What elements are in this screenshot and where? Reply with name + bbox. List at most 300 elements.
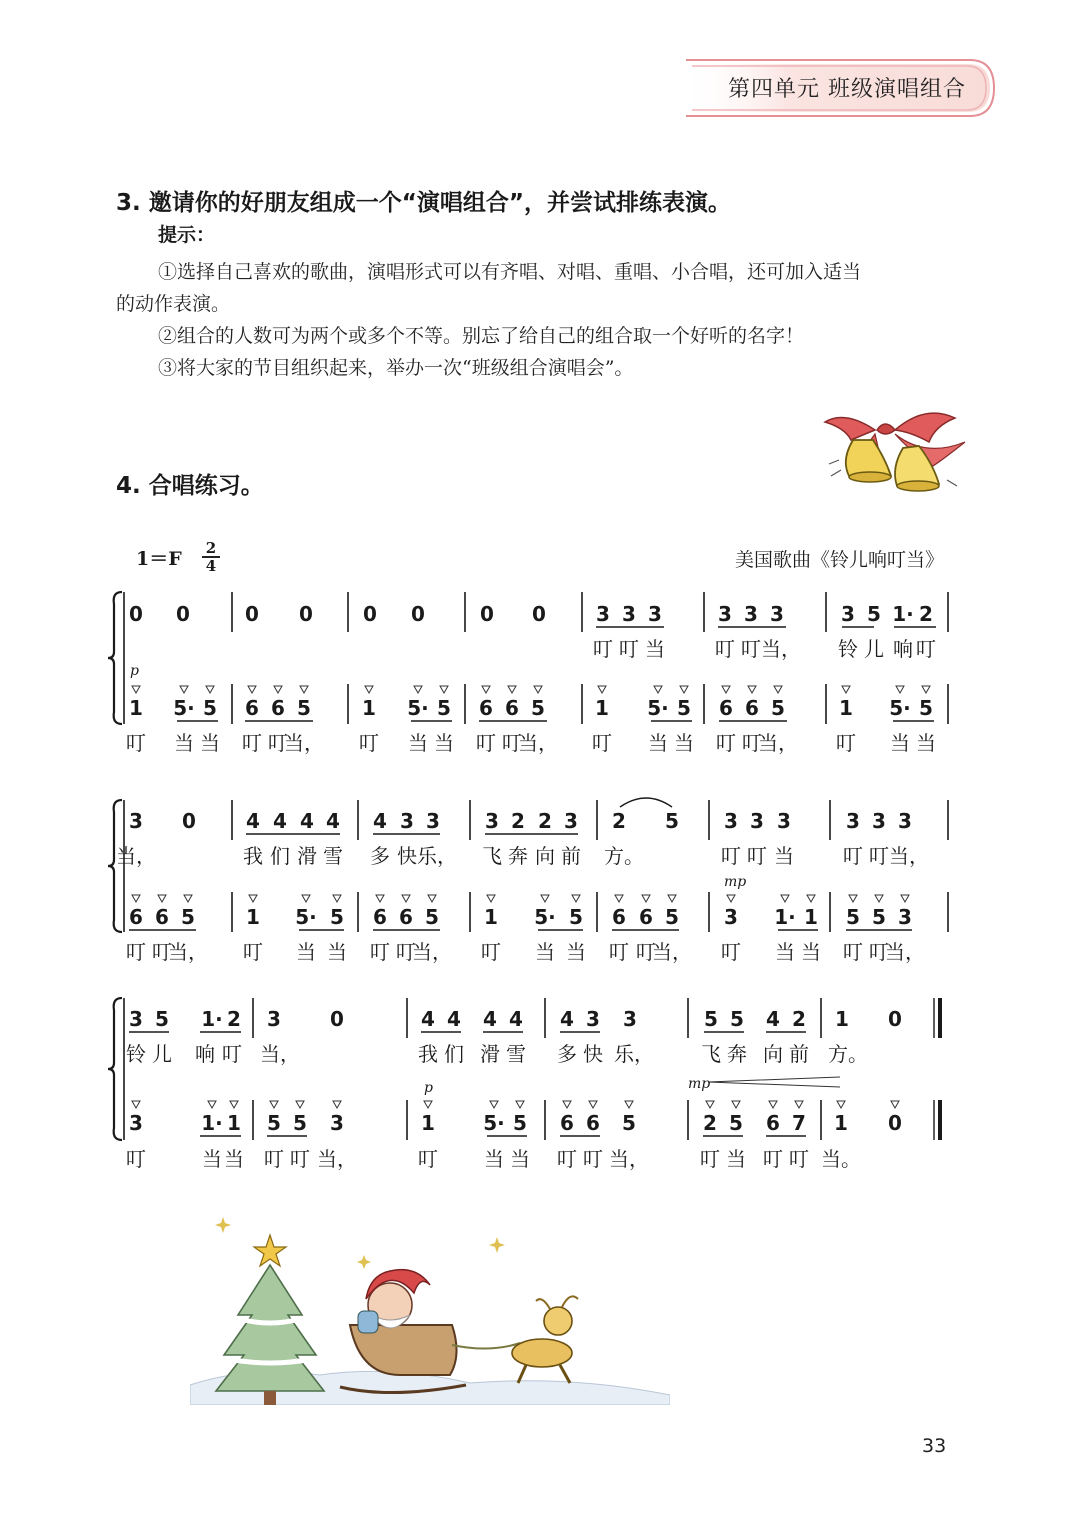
top-voice-note: 0	[129, 602, 143, 626]
top-voice-note: 0	[176, 602, 190, 626]
bottom-voice-lyric: 当	[510, 1147, 530, 1171]
top-voice-lyric: 响	[893, 637, 913, 661]
bottom-voice-note: 6	[399, 905, 413, 929]
bottom-voice-note: 5	[569, 905, 583, 929]
top-voice-note: 3	[267, 1007, 281, 1031]
top-voice-lyric: 叮	[721, 844, 741, 868]
top-voice-lyric: 铃	[838, 637, 858, 661]
top-voice-note: 0	[363, 602, 377, 626]
bottom-voice-note: 1·	[201, 1111, 223, 1135]
top-voice-note: 4	[373, 809, 387, 833]
bottom-voice-note: 1	[804, 905, 818, 929]
bottom-voice-note: 1	[484, 905, 498, 929]
top-voice-note: 3	[872, 809, 886, 833]
accent-mark	[208, 1101, 216, 1108]
accent-mark	[534, 686, 542, 693]
section-3-title: 3. 邀请你的好朋友组成一个“演唱组合”，并尝试排练表演。	[116, 190, 731, 216]
bottom-voice-note: 5	[531, 696, 545, 720]
top-voice-lyric: 多	[370, 844, 390, 868]
meter-top: 2	[205, 539, 217, 557]
top-voice-note: 2	[538, 809, 552, 833]
top-voice-note: 3	[841, 602, 855, 626]
page-number: 33	[922, 1435, 947, 1457]
accent-mark	[541, 895, 549, 902]
hint-1-line-1: ①选择自己喜欢的歌曲，演唱形式可以有齐唱、对唱、重唱、小合唱，还可加入适当	[158, 261, 862, 283]
top-voice-note: 3	[400, 809, 414, 833]
top-voice-note: 3	[623, 1007, 637, 1031]
top-voice-lyric: 雪	[506, 1042, 526, 1066]
bottom-voice-lyric: 叮	[418, 1147, 438, 1171]
accent-mark	[270, 1101, 278, 1108]
top-voice-lyric: 叮	[741, 637, 761, 661]
top-voice-note: 2	[511, 809, 525, 833]
top-voice-note: 3	[777, 809, 791, 833]
top-voice-lyric: 当，	[889, 844, 929, 868]
bottom-voice-lyric: 当	[408, 731, 428, 755]
bottom-voice-note: 5	[181, 905, 195, 929]
top-voice-lyric: 乐，	[614, 1042, 654, 1066]
bottom-voice-note: 1·	[774, 905, 796, 929]
bottom-voice-note: 5·	[889, 696, 911, 720]
accent-mark	[563, 1101, 571, 1108]
bottom-voice-note: 3	[724, 905, 738, 929]
bottom-voice-note: 1	[227, 1111, 241, 1135]
accent-mark	[180, 686, 188, 693]
top-voice-note: 4	[766, 1007, 780, 1031]
accent-mark	[376, 895, 384, 902]
top-voice-note: 0	[411, 602, 425, 626]
accent-mark	[206, 686, 214, 693]
bottom-voice-lyric: 叮	[359, 731, 379, 755]
accent-mark	[184, 895, 192, 902]
bottom-voice-lyric: 叮	[290, 1147, 310, 1171]
bottom-voice-lyric: 叮	[152, 940, 172, 964]
top-voice-note: 5	[704, 1007, 718, 1031]
top-voice-note: 3	[750, 809, 764, 833]
top-voice-note: 3	[744, 602, 758, 626]
accent-mark	[440, 686, 448, 693]
bottom-voice-lyric: 当，	[518, 731, 558, 755]
accent-mark	[230, 1101, 238, 1108]
accent-mark	[654, 686, 662, 693]
top-voice-note: 2	[792, 1007, 806, 1031]
bottom-voice-note: 6	[373, 905, 387, 929]
top-voice-note: 3	[596, 602, 610, 626]
top-voice-note: 2	[612, 809, 626, 833]
bottom-voice-lyric: 当	[484, 1147, 504, 1171]
top-voice-lyric: 当	[774, 844, 794, 868]
accent-mark	[774, 686, 782, 693]
accent-mark	[428, 895, 436, 902]
bottom-voice-note: 1	[246, 905, 260, 929]
top-voice-lyric: 滑	[297, 844, 317, 868]
dynamic-mark: p	[424, 1080, 433, 1096]
bottom-voice-note: 5	[872, 905, 886, 929]
bottom-voice-lyric: 叮	[264, 1147, 284, 1171]
top-voice-note: 4	[483, 1007, 497, 1031]
accent-mark	[849, 895, 857, 902]
bottom-voice-lyric: 当，	[609, 1147, 649, 1171]
bottom-voice-note: 5·	[407, 696, 429, 720]
bottom-voice-note: 5	[437, 696, 451, 720]
bottom-voice-lyric: 叮	[700, 1147, 720, 1171]
system-brace	[108, 998, 122, 1140]
top-voice-note: 0	[299, 602, 313, 626]
accent-mark	[922, 686, 930, 693]
top-voice-lyric: 们	[270, 844, 290, 868]
bottom-voice-lyric: 叮	[126, 731, 146, 755]
bottom-voice-note: 1	[834, 1111, 848, 1135]
bottom-voice-lyric: 当，	[758, 731, 798, 755]
bottom-voice-note: 5	[729, 1111, 743, 1135]
top-voice-note: 3	[898, 809, 912, 833]
hint-3: ③将大家的节目组织起来，举办一次“班级组合演唱会”。	[158, 357, 634, 379]
top-voice-lyric: 滑	[480, 1042, 500, 1066]
bottom-voice-note: 6	[612, 905, 626, 929]
top-voice-lyric: 飞	[701, 1042, 721, 1066]
top-voice-note: 4	[447, 1007, 461, 1031]
top-voice-lyric: 多	[557, 1042, 577, 1066]
bottom-voice-lyric: 当，	[284, 731, 324, 755]
top-voice-lyric: 响	[195, 1042, 215, 1066]
bottom-voice-lyric: 当	[566, 940, 586, 964]
bottom-voice-lyric: 叮	[742, 731, 762, 755]
accent-mark	[365, 686, 373, 693]
accent-mark	[732, 1101, 740, 1108]
accent-mark	[482, 686, 490, 693]
top-voice-lyric: 前	[789, 1042, 809, 1066]
accent-mark	[333, 1101, 341, 1108]
key-signature: 1＝F	[136, 548, 182, 570]
accent-mark	[516, 1101, 524, 1108]
top-voice-lyric: 叮	[747, 844, 767, 868]
bottom-voice-lyric: 叮	[721, 940, 741, 964]
top-voice-note: 4	[246, 809, 260, 833]
bottom-voice-note: 5	[513, 1111, 527, 1135]
top-voice-lyric: 我	[243, 844, 263, 868]
bottom-voice-note: 6	[639, 905, 653, 929]
bottom-voice-lyric: 当，	[168, 940, 208, 964]
bottom-voice-note: 5	[203, 696, 217, 720]
bottom-voice-lyric: 当	[202, 1147, 222, 1171]
bottom-voice-note: 5·	[647, 696, 669, 720]
bottom-voice-note: 1	[129, 696, 143, 720]
top-voice-note: 0	[532, 602, 546, 626]
bottom-voice-lyric: 叮	[636, 940, 656, 964]
accent-mark	[248, 686, 256, 693]
accent-mark	[414, 686, 422, 693]
hint-1-line-2: 的动作表演。	[116, 293, 231, 315]
bottom-voice-note: 5	[622, 1111, 636, 1135]
accent-mark	[132, 1101, 140, 1108]
top-voice-note: 3	[426, 809, 440, 833]
top-voice-lyric: 乐，	[417, 844, 457, 868]
accent-mark	[132, 895, 140, 902]
bottom-voice-note: 6	[271, 696, 285, 720]
top-voice-lyric: 们	[444, 1042, 464, 1066]
accent-mark	[748, 686, 756, 693]
bottom-voice-lyric: 当	[801, 940, 821, 964]
accent-mark	[296, 1101, 304, 1108]
bottom-voice-note: 1	[839, 696, 853, 720]
accent-mark	[837, 1101, 845, 1108]
accent-mark	[722, 686, 730, 693]
bottom-voice-note: 6	[766, 1111, 780, 1135]
bottom-voice-note: 3	[898, 905, 912, 929]
bottom-voice-lyric: 当	[200, 731, 220, 755]
top-voice-note: 3	[485, 809, 499, 833]
bottom-voice-lyric: 叮	[243, 940, 263, 964]
accent-mark	[642, 895, 650, 902]
accent-mark	[333, 895, 341, 902]
top-voice-lyric: 我	[418, 1042, 438, 1066]
bottom-voice-lyric: 叮	[716, 731, 736, 755]
tie-slur	[620, 798, 672, 807]
accent-mark	[668, 895, 676, 902]
dynamic-mark: mp	[724, 874, 747, 890]
bottom-voice-lyric: 叮	[126, 1147, 146, 1171]
accent-mark	[589, 1101, 597, 1108]
system-brace	[108, 592, 122, 724]
dynamic-mark: mp	[688, 1076, 711, 1092]
top-voice-lyric: 当	[645, 637, 665, 661]
bottom-voice-lyric: 叮	[242, 731, 262, 755]
bottom-voice-note: 6	[479, 696, 493, 720]
top-voice-note: 1·	[201, 1007, 223, 1031]
top-voice-note: 3	[129, 809, 143, 833]
accent-mark	[727, 895, 735, 902]
bottom-voice-note: 5	[293, 1111, 307, 1135]
bottom-voice-note: 5	[297, 696, 311, 720]
accent-mark	[625, 1101, 633, 1108]
top-voice-note: 1·	[892, 602, 914, 626]
bottom-voice-lyric: 叮	[396, 940, 416, 964]
top-voice-note: 3	[564, 809, 578, 833]
accent-mark	[487, 895, 495, 902]
top-voice-note: 4	[421, 1007, 435, 1031]
bottom-voice-lyric: 叮	[502, 731, 522, 755]
accent-mark	[274, 686, 282, 693]
bottom-voice-lyric: 当	[296, 940, 316, 964]
accent-mark	[508, 686, 516, 693]
top-voice-note: 5	[730, 1007, 744, 1031]
top-voice-note: 4	[326, 809, 340, 833]
bottom-voice-note: 5	[330, 905, 344, 929]
bottom-voice-lyric: 当	[434, 731, 454, 755]
bottom-voice-note: 6	[745, 696, 759, 720]
dynamic-mark: p	[130, 663, 139, 679]
bottom-voice-note: 6	[129, 905, 143, 929]
bottom-voice-note: 5	[846, 905, 860, 929]
accent-mark	[249, 895, 257, 902]
bottom-voice-lyric: 当	[648, 731, 668, 755]
hint-2: ②组合的人数可为两个或多个不等。别忘了给自己的组合取一个好听的名字！	[158, 325, 805, 347]
bottom-voice-lyric: 叮	[476, 731, 496, 755]
top-voice-note: 1	[835, 1007, 849, 1031]
bottom-voice-lyric: 叮	[481, 940, 501, 964]
accent-mark	[769, 1101, 777, 1108]
accent-mark	[706, 1101, 714, 1108]
top-voice-lyric: 当，	[116, 844, 156, 868]
top-voice-note: 5	[155, 1007, 169, 1031]
bottom-voice-note: 5	[677, 696, 691, 720]
top-voice-note: 5	[867, 602, 881, 626]
top-voice-note: 2	[227, 1007, 241, 1031]
top-voice-lyric: 叮	[715, 637, 735, 661]
accent-mark	[875, 895, 883, 902]
accent-mark	[300, 686, 308, 693]
accent-mark	[615, 895, 623, 902]
top-voice-lyric: 快	[583, 1042, 603, 1066]
top-voice-note: 0	[888, 1007, 902, 1031]
top-voice-lyric: 方。	[828, 1042, 868, 1066]
top-voice-lyric: 儿	[864, 637, 884, 661]
top-voice-lyric: 当，	[260, 1042, 300, 1066]
accent-mark	[302, 895, 310, 902]
accent-mark	[572, 895, 580, 902]
bottom-voice-note: 5·	[295, 905, 317, 929]
accent-mark	[807, 895, 815, 902]
top-voice-lyric: 叮	[869, 844, 889, 868]
bottom-voice-note: 6	[155, 905, 169, 929]
top-voice-lyric: 雪	[323, 844, 343, 868]
accent-mark	[795, 1101, 803, 1108]
christmas-sleigh-illustration	[190, 1215, 670, 1405]
bottom-voice-lyric: 叮	[843, 940, 863, 964]
top-voice-lyric: 快	[397, 844, 417, 868]
bottom-voice-lyric: 叮	[126, 940, 146, 964]
bottom-voice-lyric: 当	[224, 1147, 244, 1171]
accent-mark	[424, 1101, 432, 1108]
top-voice-lyric: 前	[561, 844, 581, 868]
bottom-voice-lyric: 叮	[789, 1147, 809, 1171]
bottom-voice-note: 5	[425, 905, 439, 929]
bottom-voice-note: 6	[505, 696, 519, 720]
meter-bottom: 4	[205, 557, 217, 575]
top-voice-note: 4	[509, 1007, 523, 1031]
bottom-voice-lyric: 叮	[583, 1147, 603, 1171]
accent-mark	[842, 686, 850, 693]
bottom-voice-lyric: 叮	[370, 940, 390, 964]
bottom-voice-lyric: 叮	[557, 1147, 577, 1171]
bottom-voice-note: 6	[245, 696, 259, 720]
top-voice-lyric: 奔	[508, 844, 528, 868]
bottom-voice-lyric: 当	[674, 731, 694, 755]
top-voice-note: 0	[182, 809, 196, 833]
top-voice-lyric: 方。	[604, 844, 644, 868]
top-voice-note: 3	[586, 1007, 600, 1031]
top-voice-lyric: 向	[535, 844, 555, 868]
top-voice-note: 3	[846, 809, 860, 833]
bottom-voice-lyric: 当，	[317, 1147, 357, 1171]
bottom-voice-lyric: 当	[890, 731, 910, 755]
bottom-voice-note: 2	[703, 1111, 717, 1135]
unit-title: 第四单元 班级演唱组合	[728, 77, 966, 102]
bottom-voice-note: 5·	[483, 1111, 505, 1135]
top-voice-lyric: 叮	[593, 637, 613, 661]
top-voice-note: 0	[330, 1007, 344, 1031]
crescendo-hairpin	[708, 1077, 840, 1087]
top-voice-note: 3	[129, 1007, 143, 1031]
accent-mark	[781, 895, 789, 902]
bottom-voice-note: 5·	[173, 696, 195, 720]
top-voice-lyric: 飞	[482, 844, 502, 868]
top-voice-note: 3	[622, 602, 636, 626]
top-voice-note: 0	[480, 602, 494, 626]
top-voice-note: 0	[245, 602, 259, 626]
bottom-voice-note: 1	[362, 696, 376, 720]
bottom-voice-note: 5	[267, 1111, 281, 1135]
bottom-voice-note: 3	[129, 1111, 143, 1135]
bottom-voice-note: 5·	[534, 905, 556, 929]
top-voice-note: 4	[300, 809, 314, 833]
top-voice-lyric: 叮	[916, 637, 936, 661]
top-voice-note: 3	[724, 809, 738, 833]
bottom-voice-lyric: 叮	[869, 940, 889, 964]
section-4-title: 4. 合唱练习。	[116, 473, 264, 499]
bottom-voice-note: 6	[719, 696, 733, 720]
bottom-voice-note: 1	[421, 1111, 435, 1135]
top-voice-note: 4	[560, 1007, 574, 1031]
top-voice-note: 4	[273, 809, 287, 833]
bottom-voice-lyric: 叮	[592, 731, 612, 755]
bottom-voice-lyric: 当。	[821, 1147, 861, 1171]
bottom-voice-lyric: 当	[174, 731, 194, 755]
song-source: 美国歌曲《铃儿响叮当》	[735, 549, 945, 571]
top-voice-note: 5	[665, 809, 679, 833]
accent-mark	[896, 686, 904, 693]
accent-mark	[490, 1101, 498, 1108]
accent-mark	[901, 895, 909, 902]
top-voice-note: 2	[919, 602, 933, 626]
bottom-voice-lyric: 叮	[268, 731, 288, 755]
top-voice-note: 3	[718, 602, 732, 626]
bottom-voice-lyric: 当	[775, 940, 795, 964]
bottom-voice-lyric: 当	[535, 940, 555, 964]
bottom-voice-note: 6	[586, 1111, 600, 1135]
top-voice-lyric: 儿	[152, 1042, 172, 1066]
bottom-voice-lyric: 当，	[412, 940, 452, 964]
bottom-voice-lyric: 当	[327, 940, 347, 964]
accent-mark	[402, 895, 410, 902]
bottom-voice-lyric: 当，	[885, 940, 925, 964]
top-voice-lyric: 铃	[126, 1042, 146, 1066]
top-voice-lyric: 叮	[619, 637, 639, 661]
bottom-voice-lyric: 叮	[836, 731, 856, 755]
top-voice-lyric: 当，	[761, 637, 801, 661]
bottom-voice-lyric: 当	[726, 1147, 746, 1171]
accent-mark	[132, 686, 140, 693]
top-voice-lyric: 叮	[843, 844, 863, 868]
bottom-voice-lyric: 叮	[763, 1147, 783, 1171]
top-voice-note: 3	[770, 602, 784, 626]
bottom-voice-note: 5	[919, 696, 933, 720]
hint-label: 提示：	[158, 224, 216, 246]
bottom-voice-lyric: 当，	[652, 940, 692, 964]
top-voice-lyric: 奔	[727, 1042, 747, 1066]
bottom-voice-note: 7	[792, 1111, 806, 1135]
accent-mark	[598, 686, 606, 693]
bottom-voice-lyric: 叮	[609, 940, 629, 964]
accent-mark	[680, 686, 688, 693]
bottom-voice-lyric: 当	[916, 731, 936, 755]
bottom-voice-note: 1	[595, 696, 609, 720]
bottom-voice-note: 5	[771, 696, 785, 720]
bottom-voice-note: 0	[888, 1111, 902, 1135]
top-voice-lyric: 叮	[222, 1042, 242, 1066]
bottom-voice-note: 6	[560, 1111, 574, 1135]
top-voice-note: 3	[648, 602, 662, 626]
